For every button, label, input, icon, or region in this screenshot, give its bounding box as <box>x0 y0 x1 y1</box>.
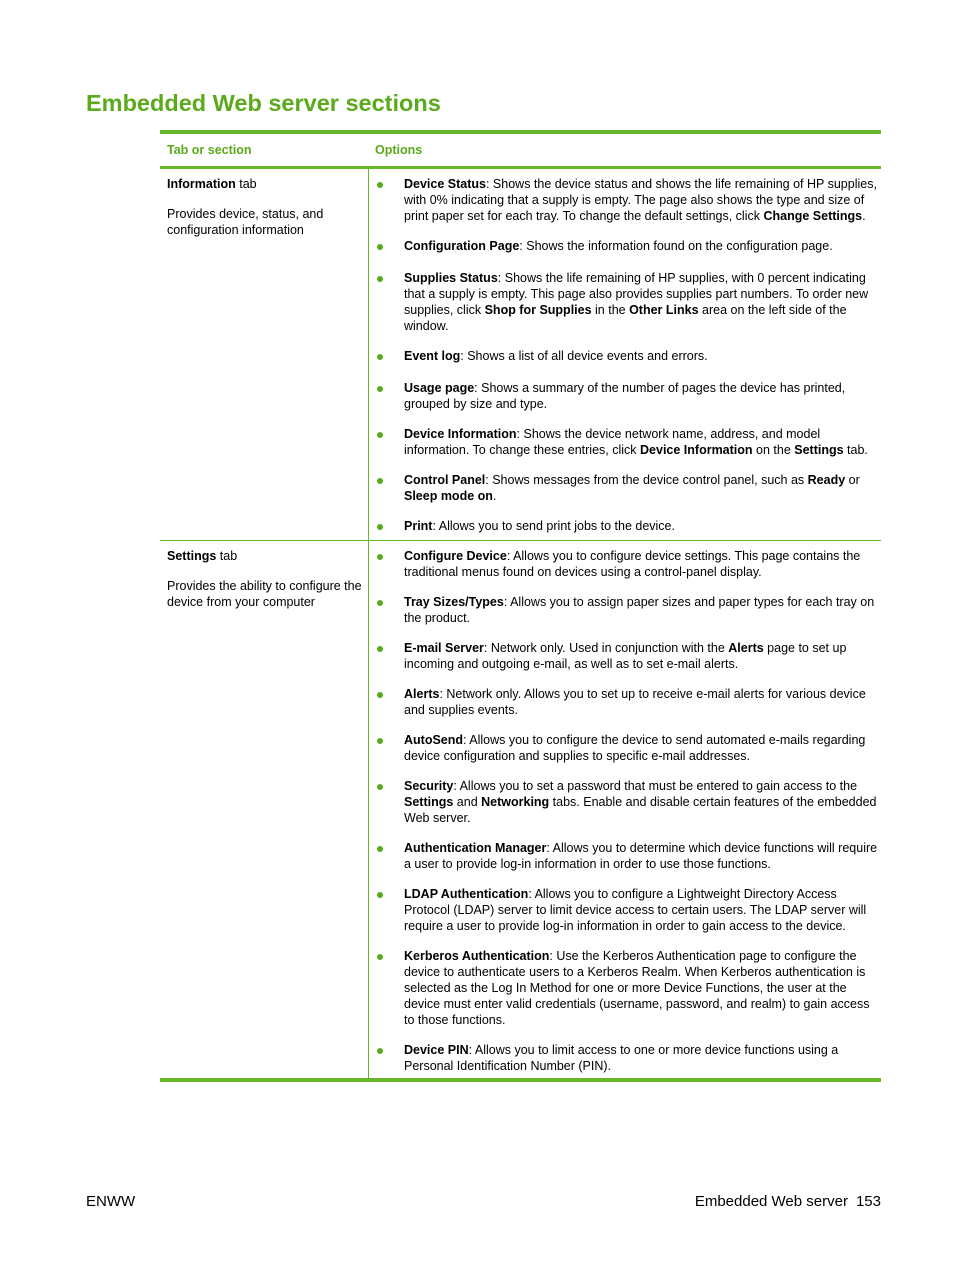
tab-name <box>167 548 362 564</box>
option-term: Device PIN <box>404 1043 469 1057</box>
option-item <box>375 732 881 764</box>
option-desc: : Allows you to assign paper sizes and paper types for each tray on the product. <box>404 595 875 625</box>
option-term: Device Information <box>640 443 753 457</box>
bullet-icon <box>375 778 404 826</box>
option-term: Shop for Supplies <box>484 303 592 317</box>
option-item <box>375 270 881 334</box>
option-desc: : Allows you to configure the device to send automated e-mails regarding device configuration and supplies to specific e-mail addresses. <box>404 733 866 763</box>
bullet-dot <box>377 554 383 560</box>
header-tab-or-section: Tab or section <box>167 143 252 157</box>
option-term: Authentication Manager <box>404 841 547 855</box>
options-cell <box>369 169 881 540</box>
option-item <box>375 594 881 626</box>
option-desc: : Network only. Allows you to set up to receive e-mail alerts for various device and supplies events. <box>404 687 866 717</box>
option-term: Tray Sizes/Types <box>404 595 504 609</box>
option-desc: and <box>453 795 482 809</box>
bullet-dot <box>377 386 383 392</box>
option-desc: : Shows the life remaining of HP supplies, with 0 percent indicating that a supply is empty. This page also provides supplies part numbers. To order new supplies, click <box>404 271 869 317</box>
option-text <box>404 348 881 366</box>
option-term: Alerts <box>728 641 764 655</box>
option-item <box>375 380 881 412</box>
option-item <box>375 238 881 256</box>
option-desc: or <box>845 473 860 487</box>
tab-name <box>167 176 362 192</box>
option-item <box>375 348 881 366</box>
option-text <box>404 1042 881 1074</box>
option-desc: : Use the Kerberos Authentication page to configure the device to authenticate users to a Kerberos Realm. When Kerberos authentication is selected as the Log In Method for one or more Device Functions, the user at the device must enter valid credentials (username, password, and realm) to gain access to those functions. <box>404 949 870 1027</box>
footer-section: Embedded Web server <box>694 1193 848 1210</box>
option-term: Security <box>404 779 454 793</box>
option-text <box>404 548 881 580</box>
bullet-dot <box>377 784 383 790</box>
option-desc: area on the left side of the window. <box>404 303 847 333</box>
bullet-icon <box>375 732 404 764</box>
option-term: Ready <box>807 473 846 487</box>
bullet-icon <box>375 548 404 580</box>
options-cell <box>369 541 881 1078</box>
bullet-icon <box>375 518 404 536</box>
bullet-icon <box>375 472 404 504</box>
option-desc: tabs. Enable and disable certain features of the embedded Web server. <box>404 795 877 825</box>
option-item <box>375 1042 881 1074</box>
option-term: Change Settings <box>763 209 863 223</box>
table-row <box>160 169 881 540</box>
option-text <box>404 594 881 626</box>
option-item <box>375 686 881 718</box>
option-desc: page to set up incoming and outgoing e-mail, as well as to set e-mail alerts. <box>404 641 847 671</box>
option-desc: . <box>862 209 866 223</box>
tab-name-bold: Settings <box>167 549 217 563</box>
option-item <box>375 778 881 826</box>
footer-left: ENWW <box>86 1193 136 1210</box>
option-item <box>375 886 881 934</box>
option-desc: : Shows messages from the device control panel, such as <box>485 473 808 487</box>
bullet-icon <box>375 886 404 934</box>
option-term: Usage page <box>404 381 475 395</box>
bullet-icon <box>375 640 404 672</box>
option-text <box>404 380 881 412</box>
bullet-icon <box>375 1042 404 1074</box>
option-term: Configure Device <box>404 549 507 563</box>
bullet-dot <box>377 954 383 960</box>
bullet-icon <box>375 594 404 626</box>
table-row <box>160 541 881 1078</box>
tab-cell <box>160 169 369 540</box>
bullet-dot <box>377 738 383 744</box>
option-desc: on the <box>752 443 795 457</box>
option-term: Event log <box>404 349 461 363</box>
option-desc: : Shows the information found on the configuration page. <box>519 239 833 253</box>
option-desc: : Allows you to limit access to one or more device functions using a Personal Identification Number (PIN). <box>404 1043 839 1073</box>
tab-description: Provides device, status, and configuration information <box>167 207 324 237</box>
bullet-dot <box>377 182 383 188</box>
footer-right <box>695 1193 881 1210</box>
bullet-dot <box>377 478 383 484</box>
option-term: Supplies Status <box>404 271 498 285</box>
option-term: Control Panel <box>404 473 486 487</box>
tab-cell <box>160 541 369 1078</box>
tab-name-bold: Information <box>167 177 236 191</box>
bullet-dot <box>377 432 383 438</box>
option-item <box>375 840 881 872</box>
option-desc: . <box>492 489 497 503</box>
bullet-icon <box>375 426 404 458</box>
option-term: Print <box>404 519 433 533</box>
bullet-dot <box>377 354 383 360</box>
bullet-icon <box>375 176 404 224</box>
option-term: Other Links <box>629 303 699 317</box>
bullet-icon <box>375 348 404 366</box>
option-desc: in the <box>591 303 630 317</box>
option-term: Settings <box>794 443 844 457</box>
option-item <box>375 518 881 536</box>
option-text <box>404 840 881 872</box>
page-title: Embedded Web server sections <box>86 90 441 116</box>
option-term: Sleep mode on <box>404 489 493 503</box>
option-text <box>404 270 881 334</box>
option-text <box>404 640 881 672</box>
option-term: Device Status <box>404 177 486 191</box>
option-desc: : Shows the device status and shows the life remaining of HP supplies, with 0% indicating that a supply is empty. The page also shows the type and size of print paper set for each tray. To change the default settings, click <box>404 177 877 223</box>
option-desc: : Allows you to send print jobs to the device. <box>432 519 675 533</box>
option-term: Kerberos Authentication <box>404 949 550 963</box>
option-desc: : Allows you to configure device settings. This page contains the traditional menus found on devices using a control-panel display. <box>404 549 861 579</box>
tab-suffix: tab <box>216 549 238 563</box>
bullet-icon <box>375 380 404 412</box>
option-desc: : Shows a list of all device events and errors. <box>460 349 708 363</box>
bullet-dot <box>377 1048 383 1054</box>
option-term: Configuration Page <box>404 239 520 253</box>
bullet-icon <box>375 238 404 256</box>
option-term: LDAP Authentication <box>404 887 529 901</box>
option-text <box>404 686 881 718</box>
tab-suffix: tab <box>235 177 257 191</box>
option-desc: : Allows you to determine which device functions will require a user to provide log-in information in order to use those functions. <box>404 841 878 871</box>
option-item <box>375 548 881 580</box>
option-text <box>404 732 881 764</box>
option-desc: : Shows the device network name, address, and model information. To change these entries, click <box>404 427 821 457</box>
table-body <box>160 169 881 1078</box>
bullet-icon <box>375 270 404 334</box>
option-text <box>404 238 881 256</box>
option-text <box>404 472 881 504</box>
option-text <box>404 176 881 224</box>
bullet-dot <box>377 524 383 530</box>
bullet-icon <box>375 686 404 718</box>
option-text <box>404 948 881 1028</box>
option-desc: : Network only. Used in conjunction with the <box>483 641 729 655</box>
option-item <box>375 948 881 1028</box>
option-desc: : Allows you to configure a Lightweight Directory Access Protocol (LDAP) server to limit device access to certain users. The LDAP server will require a user to provide log-in information in order to gain access to the device. <box>404 887 867 933</box>
option-term: AutoSend <box>404 733 464 747</box>
header-options: Options <box>375 143 423 157</box>
bullet-dot <box>377 244 383 250</box>
option-text <box>404 426 881 458</box>
option-item <box>375 426 881 458</box>
bullet-icon <box>375 840 404 872</box>
option-desc: : Allows you to set a password that must be entered to gain access to the <box>453 779 858 793</box>
bullet-dot <box>377 646 383 652</box>
option-term: Device Information <box>404 427 517 441</box>
page-number: 153 <box>855 1193 881 1210</box>
option-item <box>375 640 881 672</box>
bullet-dot <box>377 600 383 606</box>
option-text <box>404 778 881 826</box>
option-term: Networking <box>481 795 550 809</box>
sections-table <box>160 130 881 1082</box>
bullet-dot <box>377 692 383 698</box>
bullet-dot <box>377 846 383 852</box>
option-item <box>375 472 881 504</box>
option-term: Settings <box>404 795 454 809</box>
option-text <box>404 886 881 934</box>
option-text <box>404 518 881 536</box>
bullet-icon <box>375 948 404 1028</box>
table-bottom-rule <box>160 1078 881 1082</box>
option-desc: : Shows a summary of the number of pages the device has printed, grouped by size and type. <box>404 381 846 411</box>
option-term: E-mail Server <box>404 641 484 655</box>
option-desc: tab. <box>843 443 868 457</box>
option-term: Alerts <box>404 687 440 701</box>
tab-description: Provides the ability to configure the device from your computer <box>167 579 362 609</box>
bullet-dot <box>377 276 383 282</box>
bullet-dot <box>377 892 383 898</box>
table-header-row <box>160 134 881 166</box>
option-item <box>375 176 881 224</box>
